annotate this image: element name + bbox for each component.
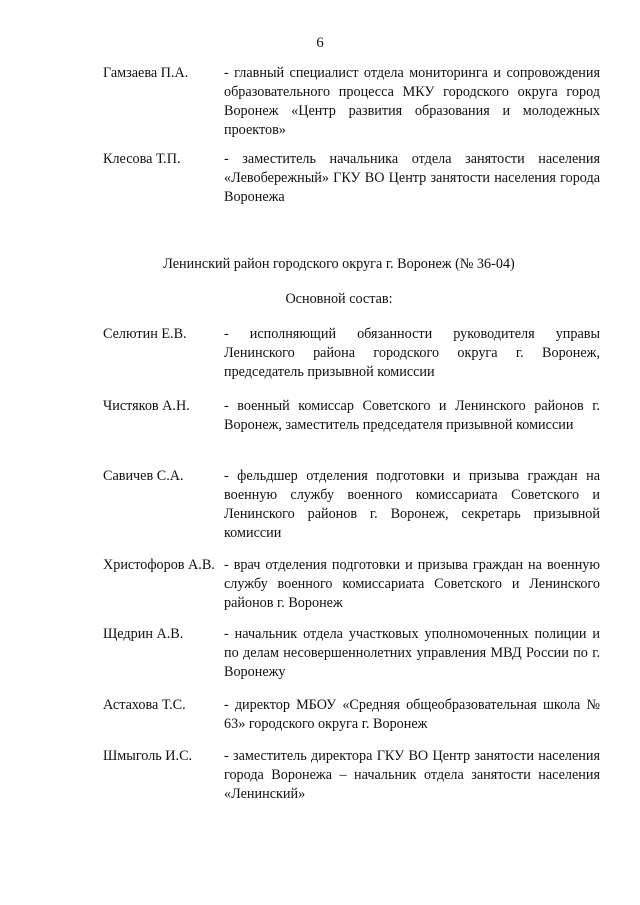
member-name: Клесова Т.П. xyxy=(103,151,181,167)
member-name: Селютин Е.В. xyxy=(103,326,187,342)
member-position: - заместитель начальника отдела занятости населения «Левобережный» ГКУ ВО Центр занятости населения города Воронежа xyxy=(224,151,600,205)
page-number: 6 xyxy=(316,35,324,51)
member-position: - заместитель директора ГКУ ВО Центр занятости населения города Воронежа – начальник отдела занятости населения «Ленинский» xyxy=(224,748,600,802)
member-name: Астахова Т.С. xyxy=(103,697,186,713)
member-position: - фельдшер отделения подготовки и призыва граждан на военную службу военного комиссариата Советского и Ленинского районов г. Воронеж, секретарь призывной комиссии xyxy=(224,468,600,541)
member-position: - начальник отдела участковых уполномоченных полиции и по делам несовершеннолетних управления МВД России по г. Воронежу xyxy=(224,626,600,680)
section-title: Ленинский район городского округа г. Воронеж (№ 36-04) xyxy=(163,256,515,272)
member-position: - исполняющий обязанности руководителя управы Ленинского района городского округа г. Воронеж, председатель призывной комиссии xyxy=(224,326,600,380)
member-name: Чистяков А.Н. xyxy=(103,398,190,414)
member-name: Шмыголь И.С. xyxy=(103,748,193,764)
member-name: Гамзаева П.А. xyxy=(103,65,189,81)
member-position: - главный специалист отдела мониторинга и сопровождения образовательного процесса МКУ городского округа город Воронеж «Центр развития образования и молодежных проектов» xyxy=(224,65,600,138)
section-subtitle: Основной состав: xyxy=(285,291,393,307)
member-name: Щедрин А.В. xyxy=(103,626,184,642)
member-position: - военный комиссар Советского и Ленинского районов г. Воронеж, заместитель председателя призывной комиссии xyxy=(224,398,600,433)
member-name: Христофоров А.В. xyxy=(103,557,215,573)
member-position: - врач отделения подготовки и призыва граждан на военную службу военного комиссариата Советского и Ленинского районов г. Воронеж xyxy=(224,557,600,611)
member-name: Савичев С.А. xyxy=(103,468,184,484)
member-position: - директор МБОУ «Средняя общеобразовательная школа № 63» городского округа г. Воронеж xyxy=(224,697,600,732)
